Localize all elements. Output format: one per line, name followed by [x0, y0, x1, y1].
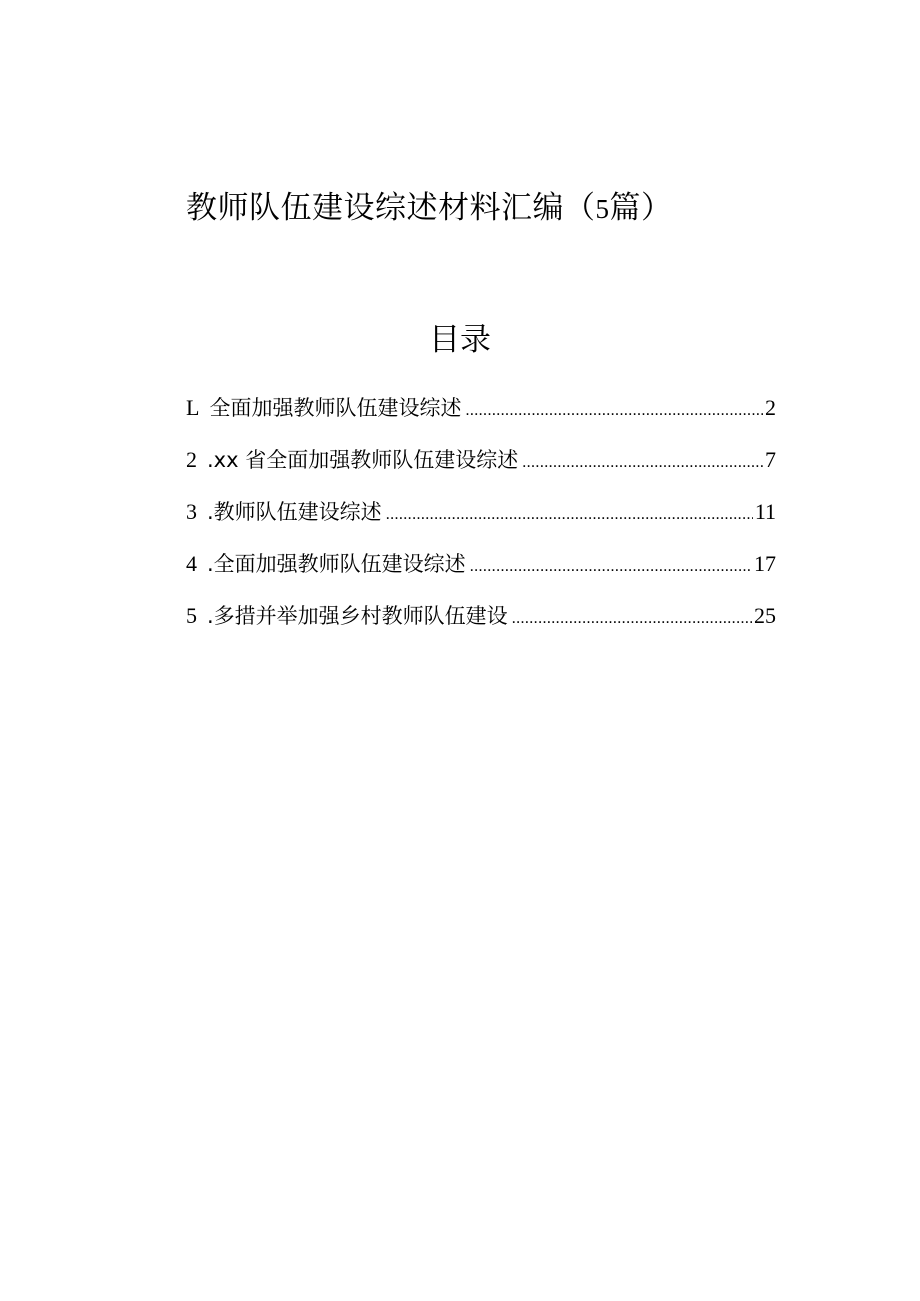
toc-dot-leader	[465, 391, 763, 431]
toc-entry-page: 7	[765, 447, 776, 472]
document-title-text: 教师队伍建设综述材料汇编（	[186, 190, 596, 226]
toc-entry-5[interactable]	[186, 596, 776, 648]
toc-entry-number: L	[186, 395, 200, 420]
toc-dot-leader	[386, 495, 753, 535]
toc-entry-number: 4	[186, 551, 197, 576]
toc-dot-leader	[512, 599, 752, 639]
toc-entry-number: 3	[186, 499, 197, 524]
toc-entry-1[interactable]	[186, 388, 776, 440]
toc-entry-2[interactable]	[186, 440, 776, 492]
toc-heading: 目录	[429, 322, 491, 358]
document-title-suffix: 篇）	[609, 190, 673, 226]
toc-entry-4[interactable]	[186, 544, 776, 596]
toc-entry-3[interactable]	[186, 492, 776, 544]
toc-entry-page: 11	[754, 499, 776, 524]
toc-entry-number: 2	[186, 447, 197, 472]
toc-entry-title: .xx 省全面加强教师队伍建设综述	[207, 448, 519, 472]
toc-entry-title: 全面加强教师队伍建设综述	[209, 396, 462, 420]
toc-entry-title: .教师队伍建设综述	[207, 500, 382, 524]
document-title	[186, 186, 673, 231]
document-title-count: 5	[595, 194, 610, 224]
toc-entry-number: 5	[186, 603, 197, 628]
toc-entry-title: .多措并举加强乡村教师队伍建设	[207, 604, 508, 628]
toc-entry-title: .全面加强教师队伍建设综述	[207, 552, 466, 576]
table-of-contents	[186, 388, 776, 648]
toc-entry-page: 25	[754, 603, 776, 628]
toc-entry-page: 2	[765, 395, 776, 420]
toc-entry-page: 17	[754, 551, 776, 576]
toc-dot-leader	[470, 547, 752, 587]
toc-dot-leader	[522, 443, 763, 483]
